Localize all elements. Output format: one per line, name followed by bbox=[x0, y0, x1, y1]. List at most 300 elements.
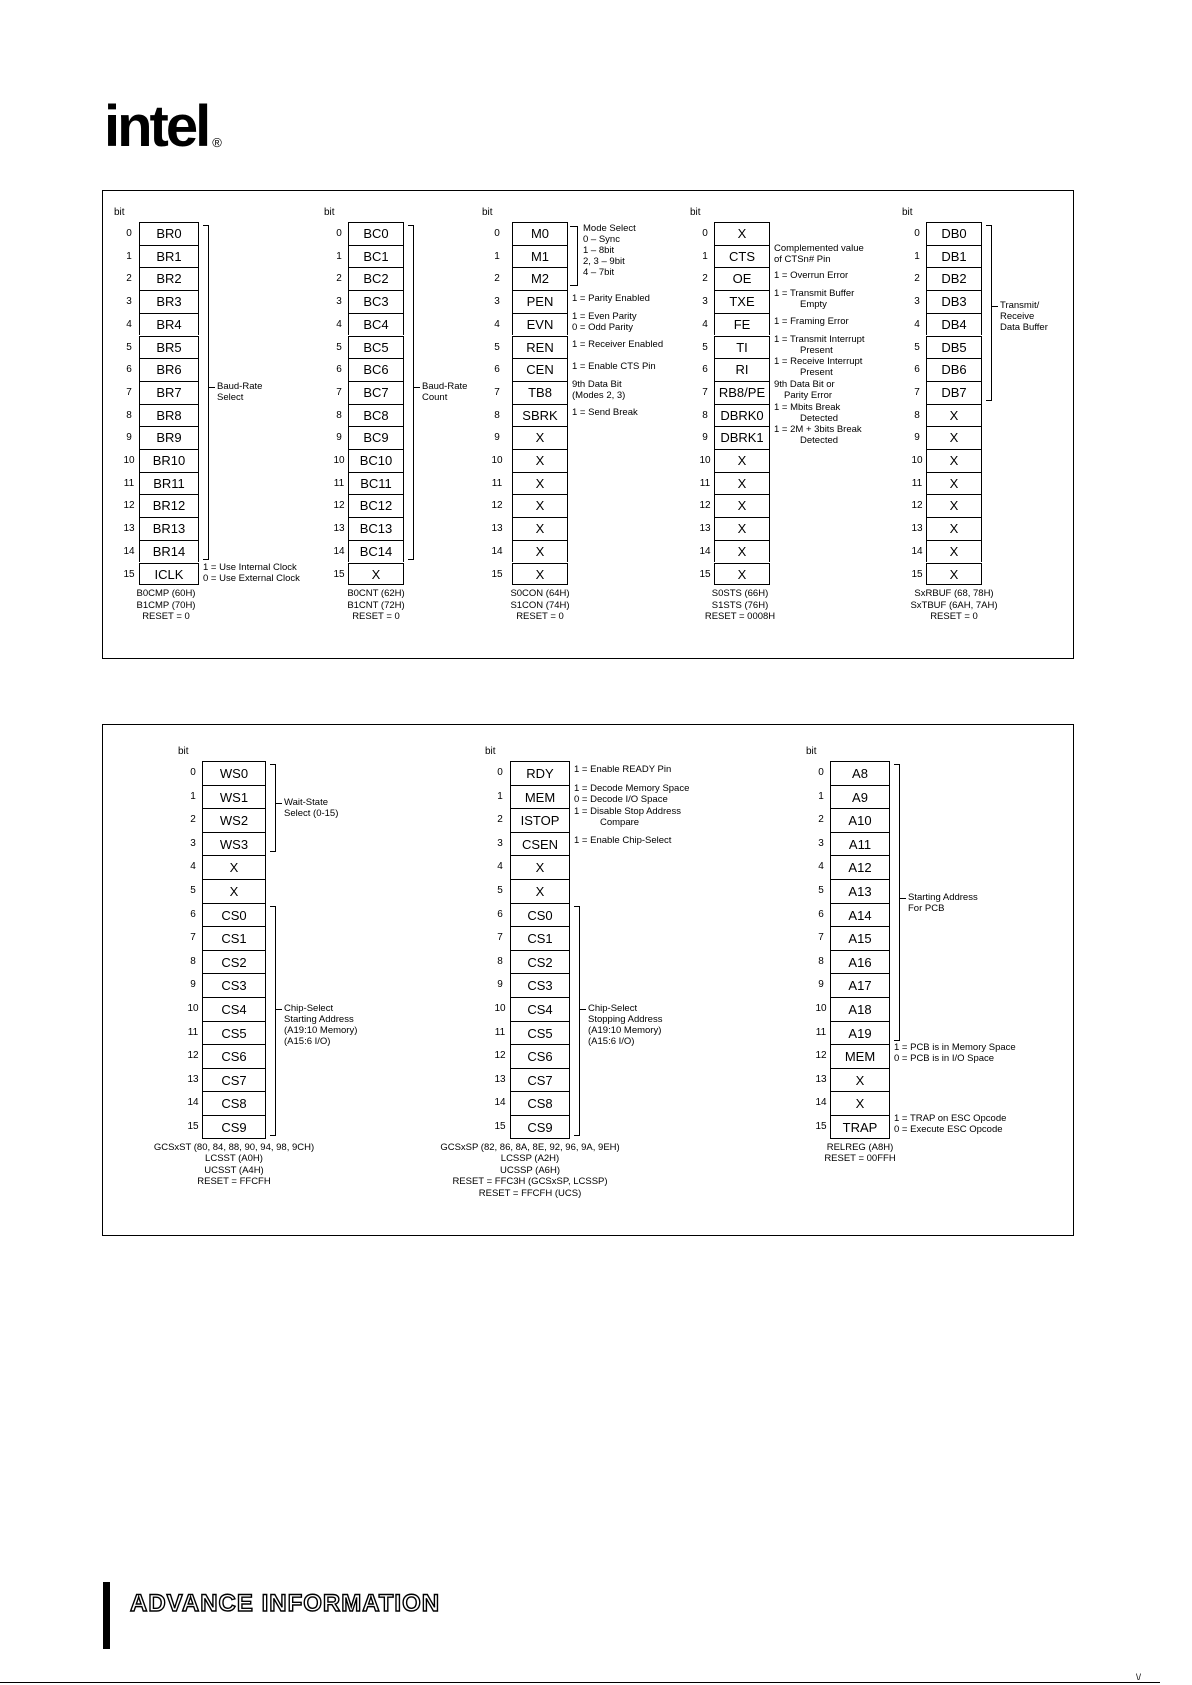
bit-number: 8 bbox=[497, 955, 503, 967]
bit-number: 0 bbox=[702, 228, 708, 239]
register-bit-cell: M0 bbox=[512, 222, 568, 245]
advance-information-label: ADVANCE INFORMATION bbox=[130, 1590, 441, 1617]
register-bit-cell: BR11 bbox=[139, 472, 199, 495]
fig2-reg1-register-address: GCSxSP (82, 86, 8A, 8E, 92, 96, 9A, 9EH) LCSSP (A2H) UCSSP (A6H) RESET = FFC3H (GCSxSP, LCSSP) RESET = FFCFH (UCS) bbox=[440, 1141, 620, 1199]
bit-number: 13 bbox=[333, 523, 345, 535]
register-bit-cell: CEN bbox=[512, 358, 568, 381]
register-bit-cell: PEN bbox=[512, 290, 568, 313]
fig1-reg3-bit-heading: bit bbox=[690, 207, 701, 218]
fig2-reg1-bit-heading: bit bbox=[485, 746, 496, 757]
register-bit-cell: X bbox=[926, 426, 982, 449]
register-bit-cell: X bbox=[714, 517, 770, 540]
register-bit-cell: BR5 bbox=[139, 336, 199, 359]
bit-number: 4 bbox=[190, 861, 196, 873]
register-bit-cell: M1 bbox=[512, 245, 568, 268]
register-bit-cell: BC9 bbox=[348, 426, 404, 449]
bit-annotation: 1 = Receiver Enabled bbox=[572, 338, 664, 350]
fig2-reg2-register-address: RELREG (A8H) RESET = 00FFH bbox=[824, 1141, 896, 1165]
bit-annotation: 1 = Disable Stop Address Compare bbox=[574, 806, 681, 829]
register-bit-cell: X bbox=[830, 1091, 890, 1115]
bit-number: 9 bbox=[190, 979, 196, 991]
bit-number: 1 bbox=[126, 250, 132, 262]
register-bit-cell: CS7 bbox=[510, 1068, 570, 1092]
register-bit-cell: CS8 bbox=[510, 1091, 570, 1115]
register-bit-cell: CS0 bbox=[510, 903, 570, 927]
bit-number: 8 bbox=[336, 409, 342, 421]
bit-annotation: 9th Data Bit or Parity Error bbox=[774, 378, 835, 401]
register-bit-cell: A19 bbox=[830, 1021, 890, 1045]
register-bit-cell: WS2 bbox=[202, 808, 266, 832]
bit-number: 13 bbox=[187, 1073, 199, 1085]
register-bit-cell: M2 bbox=[512, 267, 568, 290]
register-bit-cell: BR9 bbox=[139, 426, 199, 449]
register-bit-cell: BC4 bbox=[348, 313, 404, 336]
bit-number: 11 bbox=[491, 477, 503, 489]
register-bit-cell: BC12 bbox=[348, 494, 404, 517]
register-bit-cell: BC10 bbox=[348, 449, 404, 472]
bit-annotation: 1 = Framing Error bbox=[774, 315, 849, 327]
bit-number: 4 bbox=[126, 318, 132, 330]
bit-number: 3 bbox=[914, 296, 920, 308]
bit-number: 11 bbox=[494, 1026, 506, 1038]
register-bit-cell: A10 bbox=[830, 808, 890, 832]
bit-number: 7 bbox=[126, 386, 132, 398]
bit-number: 9 bbox=[914, 432, 920, 444]
bit-number: 15 bbox=[815, 1121, 827, 1132]
bit-number: 0 bbox=[497, 767, 503, 778]
bit-number: 0 bbox=[818, 767, 824, 778]
register-bit-cell: A17 bbox=[830, 973, 890, 997]
register-bit-cell: A11 bbox=[830, 832, 890, 856]
register-bit-cell: REN bbox=[512, 336, 568, 359]
register-bit-cell: CS0 bbox=[202, 903, 266, 927]
bit-annotation: 1 = Enable CTS Pin bbox=[572, 361, 656, 373]
register-bit-cell: A12 bbox=[830, 855, 890, 879]
register-bit-cell: X bbox=[926, 540, 982, 563]
register-bit-cell: ICLK bbox=[139, 563, 199, 586]
bit-number: 12 bbox=[333, 500, 345, 512]
register-bit-cell: BC1 bbox=[348, 245, 404, 268]
register-bit-cell: EVN bbox=[512, 313, 568, 336]
register-bit-cell: BR3 bbox=[139, 290, 199, 313]
bit-number: 9 bbox=[818, 979, 824, 991]
register-bit-cell: WS3 bbox=[202, 832, 266, 856]
register-bit-cell: A16 bbox=[830, 950, 890, 974]
register-bit-cell: X bbox=[512, 449, 568, 472]
bit-annotation: 1 = Send Break bbox=[572, 406, 638, 418]
register-bit-cell: A13 bbox=[830, 879, 890, 903]
register-bit-cell: X bbox=[512, 494, 568, 517]
register-bit-cell: X bbox=[512, 563, 568, 586]
bit-number: 13 bbox=[815, 1073, 827, 1085]
register-bit-cell: X bbox=[512, 540, 568, 563]
register-bit-cell: X bbox=[714, 222, 770, 245]
bit-annotation: 1 = Transmit Interrupt Present bbox=[774, 333, 865, 356]
register-bit-cell: CTS bbox=[714, 245, 770, 268]
bit-number: 0 bbox=[914, 228, 920, 239]
register-bit-cell: RI bbox=[714, 358, 770, 381]
bit-number: 2 bbox=[914, 273, 920, 285]
register-bit-cell: X bbox=[348, 563, 404, 586]
register-bit-cell: CS5 bbox=[510, 1021, 570, 1045]
fig1-reg2-bit-heading: bit bbox=[482, 207, 493, 218]
register-bit-cell: CS5 bbox=[202, 1021, 266, 1045]
register-bit-cell: CS2 bbox=[510, 950, 570, 974]
register-bit-cell: BC5 bbox=[348, 336, 404, 359]
register-bit-cell: BR7 bbox=[139, 381, 199, 404]
register-bit-cell: CS9 bbox=[202, 1115, 266, 1139]
bit-number: 10 bbox=[911, 455, 923, 466]
group-label: Chip-Select Starting Address (A19:10 Memory) (A15:6 I/O) bbox=[284, 1002, 358, 1047]
register-bit-cell: WS1 bbox=[202, 785, 266, 809]
bit-annotation: 1 = 2M + 3bits Break Detected bbox=[774, 424, 862, 447]
register-bit-cell: X bbox=[714, 563, 770, 586]
fig1-reg2-register-address: S0CON (64H) S1CON (74H) RESET = 0 bbox=[510, 588, 570, 623]
bit-number: 14 bbox=[491, 545, 503, 557]
register-bit-cell: BR2 bbox=[139, 267, 199, 290]
register-bit-cell: BC0 bbox=[348, 222, 404, 245]
register-bit-cell: BC11 bbox=[348, 472, 404, 495]
bit-number: 4 bbox=[818, 861, 824, 873]
register-bit-cell: CS4 bbox=[202, 997, 266, 1021]
register-bit-cell: BR6 bbox=[139, 358, 199, 381]
bit-number: 7 bbox=[914, 386, 920, 398]
bit-number: 13 bbox=[699, 523, 711, 535]
register-bit-cell: X bbox=[926, 472, 982, 495]
register-bit-cell: CS7 bbox=[202, 1068, 266, 1092]
bit-number: 5 bbox=[190, 885, 196, 896]
register-bit-cell: BC13 bbox=[348, 517, 404, 540]
bit-annotation: 1 = Decode Memory Space 0 = Decode I/O Space bbox=[574, 782, 690, 805]
bit-number: 2 bbox=[702, 273, 708, 285]
bit-number: 2 bbox=[126, 273, 132, 285]
bit-number: 12 bbox=[187, 1050, 199, 1062]
bit-number: 4 bbox=[497, 861, 503, 873]
bit-annotation: 1 = Enable Chip-Select bbox=[574, 834, 672, 846]
group-label: Chip-Select Stopping Address (A19:10 Memory) (A15:6 I/O) bbox=[588, 1002, 663, 1047]
register-bit-cell: CS3 bbox=[202, 973, 266, 997]
bit-number: 14 bbox=[815, 1097, 827, 1109]
fig1-reg1-bit-heading: bit bbox=[324, 207, 335, 218]
fig2-reg0-register-address: GCSxST (80, 84, 88, 90, 94, 98, 9CH) LCSST (A0H) UCSST (A4H) RESET = FFCFH bbox=[153, 1141, 315, 1188]
register-bit-cell: CS6 bbox=[510, 1044, 570, 1068]
bit-annotation: Complemented value of CTSn# Pin bbox=[774, 242, 864, 265]
register-bit-cell: A15 bbox=[830, 926, 890, 950]
bit-number: 9 bbox=[336, 432, 342, 444]
bit-annotation: 1 = TRAP on ESC Opcode 0 = Execute ESC Opcode bbox=[894, 1113, 1007, 1135]
bit-number: 6 bbox=[494, 364, 500, 376]
bit-number: 7 bbox=[818, 932, 824, 944]
group-bracket bbox=[203, 225, 209, 560]
register-bit-cell: RB8/PE bbox=[714, 381, 770, 404]
bit-annotation: 1 = Mbits Break Detected bbox=[774, 401, 841, 424]
page-bottom-rule bbox=[0, 1682, 1160, 1683]
register-bit-cell: X bbox=[714, 540, 770, 563]
register-bit-cell: X bbox=[512, 426, 568, 449]
register-bit-cell: BR12 bbox=[139, 494, 199, 517]
register-bit-cell: BC7 bbox=[348, 381, 404, 404]
register-bit-cell: X bbox=[714, 449, 770, 472]
register-bit-cell: ISTOP bbox=[510, 808, 570, 832]
register-bit-cell: A8 bbox=[830, 761, 890, 785]
bit-number: 2 bbox=[190, 814, 196, 826]
register-bit-cell: X bbox=[202, 879, 266, 903]
register-bit-cell: CS2 bbox=[202, 950, 266, 974]
bit-number: 7 bbox=[336, 386, 342, 398]
register-bit-cell: BR13 bbox=[139, 517, 199, 540]
register-bit-cell: DB2 bbox=[926, 267, 982, 290]
bit-number: 15 bbox=[911, 568, 923, 580]
bit-number: 5 bbox=[336, 341, 342, 353]
bit-number: 5 bbox=[497, 885, 503, 896]
bit-number: 11 bbox=[123, 477, 135, 489]
bit-number: 11 bbox=[699, 477, 711, 489]
register-bit-cell: CS9 bbox=[510, 1115, 570, 1139]
bit-number: 13 bbox=[123, 523, 135, 535]
register-bit-cell: DB3 bbox=[926, 290, 982, 313]
register-bit-cell: A18 bbox=[830, 997, 890, 1021]
register-bit-cell: X bbox=[926, 494, 982, 517]
bit-annotation: 1 = Parity Enabled bbox=[572, 293, 650, 305]
register-bit-cell: WS0 bbox=[202, 761, 266, 785]
group-label: Baud-Rate Select bbox=[217, 381, 263, 404]
bit-number: 6 bbox=[702, 364, 708, 376]
fig1-reg3-register-address: S0STS (66H) S1STS (76H) RESET = 0008H bbox=[704, 588, 776, 623]
register-bit-cell: A9 bbox=[830, 785, 890, 809]
bit-number: 11 bbox=[333, 477, 345, 489]
register-bit-cell: DB6 bbox=[926, 358, 982, 381]
bit-number: 12 bbox=[491, 500, 503, 512]
register-bit-cell: DB5 bbox=[926, 336, 982, 359]
bit-annotation: 1 = Use Internal Clock 0 = Use External Clock bbox=[203, 561, 300, 584]
bit-number: 9 bbox=[494, 432, 500, 444]
bit-number: 12 bbox=[911, 500, 923, 512]
bit-number: 8 bbox=[494, 409, 500, 421]
register-bit-cell: X bbox=[714, 472, 770, 495]
bit-number: 0 bbox=[190, 767, 196, 778]
bit-annotation: 1 = PCB is in Memory Space 0 = PCB is in I/O Space bbox=[894, 1042, 1016, 1065]
bit-number: 15 bbox=[187, 1121, 199, 1132]
fig2-reg2-bit-heading: bit bbox=[806, 746, 817, 757]
bit-annotation: 1 = Even Parity 0 = Odd Parity bbox=[572, 310, 637, 333]
group-bracket bbox=[408, 225, 414, 560]
bit-number: 15 bbox=[699, 568, 711, 580]
bit-number: 2 bbox=[336, 273, 342, 285]
bit-number: 2 bbox=[818, 814, 824, 826]
bit-number: 7 bbox=[190, 932, 196, 944]
bit-number: 10 bbox=[699, 455, 711, 466]
bit-number: 8 bbox=[914, 409, 920, 421]
register-bit-cell: BC2 bbox=[348, 267, 404, 290]
fig1-reg4-bit-heading: bit bbox=[902, 207, 913, 218]
register-bit-cell: DBRK1 bbox=[714, 426, 770, 449]
bit-number: 14 bbox=[187, 1097, 199, 1109]
bit-number: 5 bbox=[126, 341, 132, 353]
bit-number: 9 bbox=[702, 432, 708, 444]
bit-number: 8 bbox=[190, 955, 196, 967]
bit-number: 15 bbox=[491, 568, 503, 580]
register-bit-cell: DB7 bbox=[926, 381, 982, 404]
register-bit-cell: X bbox=[510, 879, 570, 903]
bit-number: 1 bbox=[702, 250, 708, 262]
bit-number: 12 bbox=[494, 1050, 506, 1062]
group-label: Transmit/ Receive Data Buffer bbox=[1000, 300, 1048, 334]
register-bit-cell: BC3 bbox=[348, 290, 404, 313]
register-bit-cell: CS4 bbox=[510, 997, 570, 1021]
register-bit-cell: X bbox=[714, 494, 770, 517]
bit-number: 10 bbox=[123, 455, 135, 466]
fig2-reg0-bit-heading: bit bbox=[178, 746, 189, 757]
bit-number: 14 bbox=[333, 545, 345, 557]
bit-number: 6 bbox=[818, 908, 824, 920]
register-bit-cell: BC6 bbox=[348, 358, 404, 381]
mode-bracket bbox=[570, 226, 578, 286]
group-label: Starting Address For PCB bbox=[908, 891, 978, 914]
bit-number: 6 bbox=[190, 908, 196, 920]
bit-number: 3 bbox=[126, 296, 132, 308]
bit-number: 8 bbox=[818, 955, 824, 967]
bit-number: 11 bbox=[815, 1026, 827, 1038]
bit-number: 12 bbox=[699, 500, 711, 512]
fig1-reg0-register-address: B0CMP (60H) B1CMP (70H) RESET = 0 bbox=[136, 588, 196, 623]
fig1-reg4-register-address: SxRBUF (68, 78H) SxTBUF (6AH, 7AH) RESET = 0 bbox=[910, 588, 998, 623]
group-bracket bbox=[270, 906, 276, 1136]
group-label: Baud-Rate Count bbox=[422, 381, 468, 404]
register-bit-cell: RDY bbox=[510, 761, 570, 785]
register-bit-cell: CSEN bbox=[510, 832, 570, 856]
register-bit-cell: X bbox=[202, 855, 266, 879]
bit-number: 6 bbox=[914, 364, 920, 376]
bit-number: 2 bbox=[494, 273, 500, 285]
bit-annotation: 1 = Receive Interrupt Present bbox=[774, 356, 863, 379]
register-bit-cell: TRAP bbox=[830, 1115, 890, 1139]
bit-number: 10 bbox=[333, 455, 345, 466]
register-bit-cell: BR0 bbox=[139, 222, 199, 245]
register-bit-cell: X bbox=[926, 563, 982, 586]
bit-number: 1 bbox=[497, 790, 503, 802]
bit-number: 12 bbox=[123, 500, 135, 512]
bit-number: 1 bbox=[914, 250, 920, 262]
bit-number: 5 bbox=[818, 885, 824, 896]
bit-number: 7 bbox=[494, 386, 500, 398]
bit-number: 3 bbox=[497, 837, 503, 849]
bit-number: 3 bbox=[818, 837, 824, 849]
group-bracket bbox=[894, 764, 900, 1041]
bit-number: 1 bbox=[336, 250, 342, 262]
register-bit-cell: BR4 bbox=[139, 313, 199, 336]
bit-number: 6 bbox=[497, 908, 503, 920]
bit-number: 11 bbox=[187, 1026, 199, 1038]
bit-number: 10 bbox=[815, 1003, 827, 1014]
bit-number: 0 bbox=[126, 228, 132, 239]
bit-number: 14 bbox=[123, 545, 135, 557]
bit-number: 13 bbox=[494, 1073, 506, 1085]
bit-annotation: Mode Select 0 – Sync 1 – 8bit 2, 3 – 9bit 4 – 7bit bbox=[583, 223, 636, 278]
bit-number: 13 bbox=[911, 523, 923, 535]
register-bit-cell: X bbox=[830, 1068, 890, 1092]
bit-number: 15 bbox=[333, 568, 345, 580]
bit-number: 15 bbox=[494, 1121, 506, 1132]
register-bit-cell: TB8 bbox=[512, 381, 568, 404]
bit-number: 5 bbox=[914, 341, 920, 353]
register-bit-cell: CS1 bbox=[202, 926, 266, 950]
bit-number: 4 bbox=[494, 318, 500, 330]
bit-annotation: 1 = Enable READY Pin bbox=[574, 764, 672, 775]
bit-number: 10 bbox=[187, 1003, 199, 1014]
bit-number: 3 bbox=[702, 296, 708, 308]
bit-annotation: 9th Data Bit (Modes 2, 3) bbox=[572, 378, 626, 401]
bit-number: 15 bbox=[123, 568, 135, 580]
register-bit-cell: TI bbox=[714, 336, 770, 359]
intel-logo: intel ® bbox=[104, 94, 222, 159]
bit-number: 11 bbox=[911, 477, 923, 489]
register-bit-cell: SBRK bbox=[512, 404, 568, 427]
register-bit-cell: MEM bbox=[510, 785, 570, 809]
page-mark: \/ bbox=[1136, 1672, 1142, 1682]
bit-number: 14 bbox=[699, 545, 711, 557]
bit-number: 5 bbox=[702, 341, 708, 353]
bit-number: 5 bbox=[494, 341, 500, 353]
group-bracket bbox=[574, 906, 580, 1136]
bit-number: 6 bbox=[126, 364, 132, 376]
register-bit-cell: X bbox=[512, 472, 568, 495]
register-bit-cell: BR14 bbox=[139, 540, 199, 563]
bit-number: 1 bbox=[494, 250, 500, 262]
register-bit-cell: X bbox=[926, 404, 982, 427]
bit-number: 10 bbox=[491, 455, 503, 466]
bit-number: 8 bbox=[126, 409, 132, 421]
register-bit-cell: BR1 bbox=[139, 245, 199, 268]
bit-number: 13 bbox=[491, 523, 503, 535]
bit-number: 8 bbox=[702, 409, 708, 421]
group-bracket bbox=[270, 764, 276, 852]
bit-number: 3 bbox=[190, 837, 196, 849]
bit-number: 14 bbox=[494, 1097, 506, 1109]
bit-number: 7 bbox=[702, 386, 708, 398]
bit-number: 6 bbox=[336, 364, 342, 376]
bit-number: 0 bbox=[494, 228, 500, 239]
group-bracket bbox=[986, 225, 992, 401]
register-bit-cell: X bbox=[926, 449, 982, 472]
bit-number: 3 bbox=[494, 296, 500, 308]
bit-annotation: 1 = Transmit Buffer Empty bbox=[774, 288, 855, 311]
register-bit-cell: TXE bbox=[714, 290, 770, 313]
register-bit-cell: BC14 bbox=[348, 540, 404, 563]
register-bit-cell: DB4 bbox=[926, 313, 982, 336]
register-bit-cell: A14 bbox=[830, 903, 890, 927]
register-bit-cell: DB0 bbox=[926, 222, 982, 245]
register-bit-cell: X bbox=[512, 517, 568, 540]
bit-number: 1 bbox=[190, 790, 196, 802]
register-bit-cell: DB1 bbox=[926, 245, 982, 268]
register-bit-cell: BR8 bbox=[139, 404, 199, 427]
register-bit-cell: CS1 bbox=[510, 926, 570, 950]
bit-number: 12 bbox=[815, 1050, 827, 1062]
register-bit-cell: OE bbox=[714, 267, 770, 290]
fig1-reg1-register-address: B0CNT (62H) B1CNT (72H) RESET = 0 bbox=[347, 588, 405, 623]
group-label: Wait-State Select (0-15) bbox=[284, 797, 339, 820]
fig1-reg0-bit-heading: bit bbox=[114, 207, 125, 218]
register-bit-cell: X bbox=[510, 855, 570, 879]
bit-number: 2 bbox=[497, 814, 503, 826]
bit-annotation: 1 = Overrun Error bbox=[774, 270, 849, 282]
bit-number: 1 bbox=[818, 790, 824, 802]
bit-number: 4 bbox=[336, 318, 342, 330]
register-bit-cell: BR10 bbox=[139, 449, 199, 472]
change-bar bbox=[103, 1582, 110, 1649]
register-bit-cell: CS8 bbox=[202, 1091, 266, 1115]
register-bit-cell: FE bbox=[714, 313, 770, 336]
